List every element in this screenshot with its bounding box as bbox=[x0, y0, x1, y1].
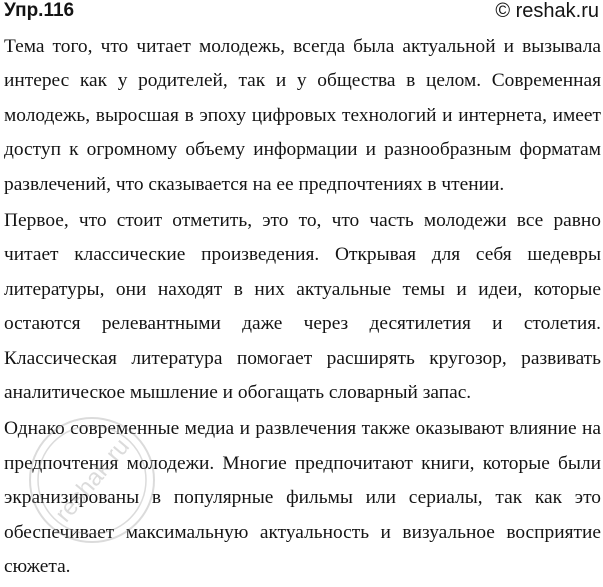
watermark-text: reshak.ru bbox=[49, 433, 135, 528]
page-header bbox=[0, 0, 603, 30]
exercise-title: Упр.116 bbox=[4, 0, 75, 21]
paragraph-2: Первое, что стоит отметить, это то, что часть молодежи все равно читает классические произведения. Открывая для себя шедевры литературы, они находят в них актуальные темы и идеи, которые остаются релевантными даже через десятилетия и столетия. Классическая литература помогает расширять кругозор, развивать аналитическое мышление и обогащать словарный запас. bbox=[4, 210, 601, 404]
paragraph-1: Тема того, что читает молодежь, всегда была актуальной и вызывала интерес как у родителей, так и у общества в целом. Современная молодежь, выросшая в эпоху цифровых технологий и интернета, имеет доступ к огромному объему информации и разнообразным форматам развлечений, что сказывается на ее предпочтениях в чтении. bbox=[4, 36, 601, 195]
text-body bbox=[4, 30, 601, 587]
paragraph-3: Однако современные медиа и развлечения также оказывают влияние на предпочтения молодежи. Многие предпочитают книги, которые были экранизированы в популярные фильмы или сериалы, так как это обеспечивает максимальную актуальность и визуальное восприятие сюжета. bbox=[4, 418, 601, 578]
site-credit: © reshak.ru bbox=[495, 0, 599, 22]
